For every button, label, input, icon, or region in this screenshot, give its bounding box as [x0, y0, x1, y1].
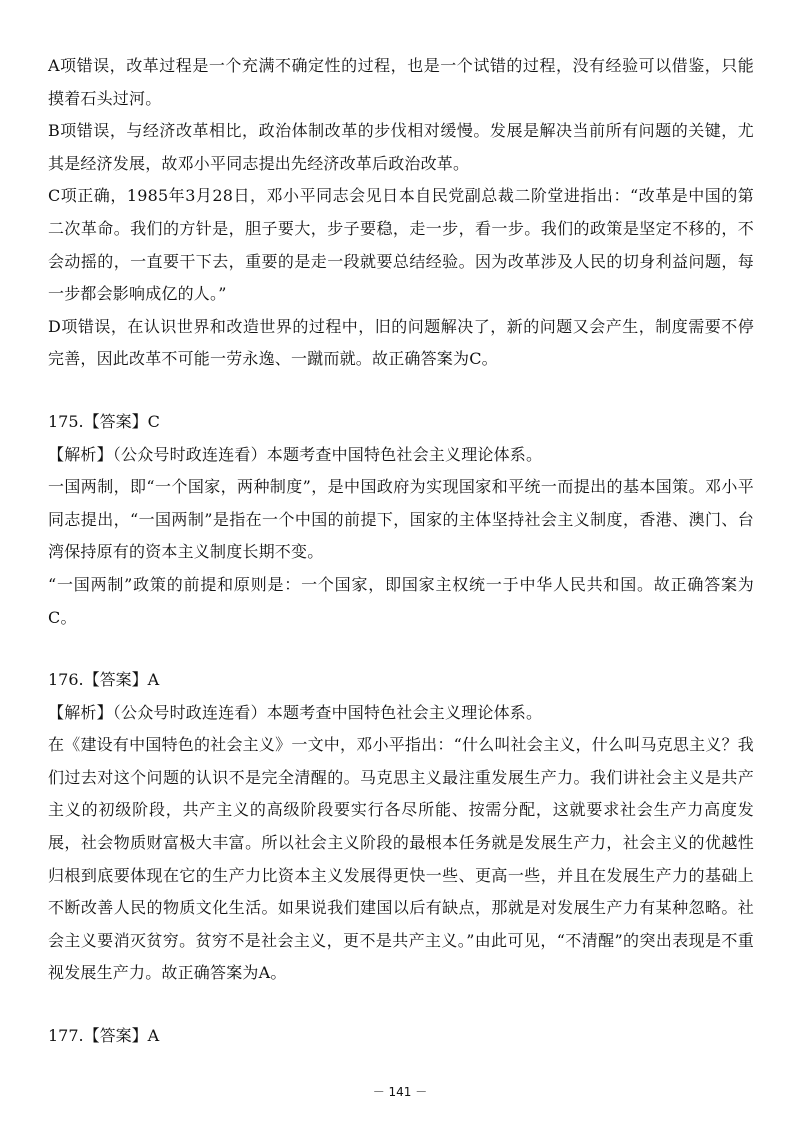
- q176-answer: 176.【答案】A: [48, 670, 160, 690]
- q174-option-b: B项错误，与经济改革相比，政治体制改革的步伐相对缓慢。发展是解决当前所有问题的关键，尤其是经济发展，故邓小平同志提出先经济改革后政治改革。: [48, 121, 754, 173]
- q177-answer: 177.【答案】A: [48, 1026, 160, 1046]
- page-number: － 141 －: [372, 1085, 428, 1099]
- q175-analysis-heading: 【解析】（公众号时政连连看）本题考查中国特色社会主义理论体系。: [48, 444, 543, 464]
- q175-paragraph: “一国两制”政策的前提和原则是：一个国家，即国家主权统一于中华人民共和国。故正确答案为C。: [48, 574, 754, 627]
- q176-analysis-heading: 【解析】（公众号时政连连看）本题考查中国特色社会主义理论体系。: [48, 702, 543, 722]
- q174-option-d: D项错误，在认识世界和改造世界的过程中，旧的问题解决了，新的问题又会产生，制度需要不停完善，因此改革不可能一劳永逸、一蹴而就。故正确答案为C。: [48, 316, 754, 369]
- q175-answer: 175.【答案】C: [48, 411, 160, 431]
- section-gap: [48, 376, 754, 406]
- section-gap: [48, 990, 754, 1020]
- q175-paragraph: 一国两制，即“一个国家，两种制度”，是中国政府为实现国家和平统一而提出的基本国策。邓小平同志提出，“一国两制”是指在一个中国的前提下，国家的主体坚持社会主义制度，香港、澳门、台湾保持原有的资本主义制度长期不变。: [48, 477, 754, 562]
- q174-option-c: C项正确，1985年3月28日，邓小平同志会见日本自民党副总裁二阶堂进指出：“改革是中国的第二次革命。我们的方针是，胆子要大，步子要稳，走一步，看一步。我们的政策是坚定不移的，不会动摇的，一直要干下去，重要的是走一段就要总结经验。因为改革涉及人民的切身利益问题，每一步都会影响成亿的人。”: [48, 186, 754, 304]
- q176-paragraph: 在《建设有中国特色的社会主义》一文中，邓小平指出：“什么叫社会主义，什么叫马克思主义？我们过去对这个问题的认识不是完全清醒的。马克思主义最注重发展生产力。我们讲社会主义是共产主义的初级阶段，共产主义的高级阶段要实行各尽所能、按需分配，这就要求社会生产力高度发展，社会物质财富极大丰富。所以社会主义阶段的最根本任务就是发展生产力，社会主义的优越性归根到底要体现在它的生产力比资本主义发展得更快一些、更高一些，并且在发展生产力的基础上不断改善人民的物质文化生活。如果说我们建国以后有缺点，那就是对发展生产力有某种忽略。社会主义要消灭贫穷。贫穷不是社会主义，更不是共产主义。”由此可见，“不清醒”的突出表现是不重视发展生产力。故正确答案为A。: [48, 735, 754, 983]
- document-page: [48, 50, 754, 1053]
- q174-option-a: A项错误，改革过程是一个充满不确定性的过程，也是一个试错的过程，没有经验可以借鉴，只能摸着石头过河。: [48, 56, 754, 108]
- section-gap: [48, 634, 754, 664]
